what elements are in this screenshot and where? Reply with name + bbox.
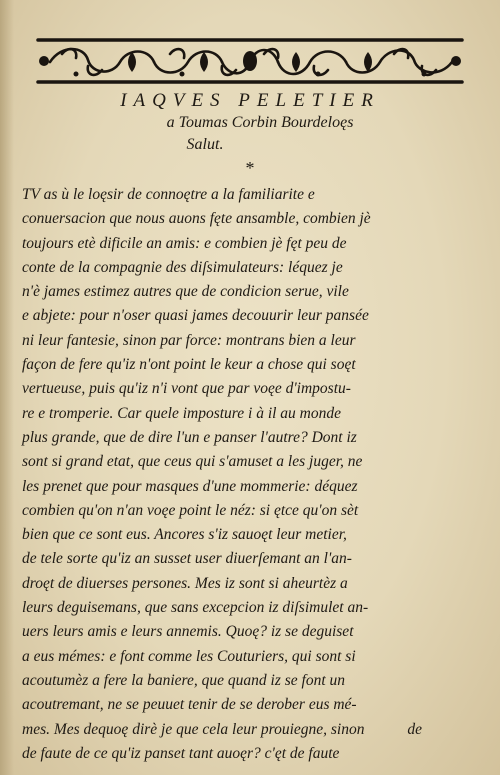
catchword: de xyxy=(407,721,422,738)
text-line: les prenet que pour masques d'une mommerie: déquez xyxy=(22,477,358,495)
decorative-headpiece xyxy=(32,32,468,90)
text-line: ni leur fantesie, sinon par force: montrans bien a leur xyxy=(22,331,356,349)
addressee-line: a Toumas Corbin Bourdeloęs xyxy=(166,114,354,131)
asterisk-ornament: * xyxy=(245,158,255,178)
text-line: de tele sorte qu'iz an susset user diuerſemant an l'an- xyxy=(22,550,352,568)
text-line: plus grande, que de dire l'un e panser l'autre? Dont iz xyxy=(22,428,357,446)
text-line: de faute de ce qu'iz panset tant auoęr? c'ęt de faute xyxy=(22,744,340,762)
text-line: n'è james estimez autres que de condicion serue, vile xyxy=(22,283,349,301)
text-line: bien que ce sont eus. Ancores s'iz sauoęt leur metier, xyxy=(22,526,347,544)
text-line: a eus mémes: e font comme les Couturiers, qui sont si xyxy=(22,647,356,665)
text-line: combien qu'on n'an voęe point le néz: si ętce qu'on sèt xyxy=(22,501,359,519)
text-line: e abjete: pour n'oser quasi james decouurir leur pansée xyxy=(22,307,369,325)
text-line: leurs deguisemans, que sans excepcion iz diſsimulet an- xyxy=(22,599,369,617)
text-line: droęt de diuerses persones. Mes iz sont si aheurtèz a xyxy=(22,574,348,592)
text-line: re e tromperie. Car quele imposture i à il au monde xyxy=(22,404,341,422)
text-line: uers leurs amis e leurs annemis. Quoę? iz se deguiset xyxy=(22,623,354,641)
text-line: vertueuse, puis qu'iz n'i vont que par voęe d'impostu- xyxy=(22,380,351,398)
salutation-line: Salut. xyxy=(186,136,224,153)
text-line: sont si grand etat, que ceus qui s'amuset a les juger, ne xyxy=(22,453,363,471)
text-line: acoutumèz a fere la baniere, que quand iz se font un xyxy=(22,671,346,689)
author-heading: IAQVES PELETIER xyxy=(120,90,380,111)
text-line: mes. Mes dequoę dirè je que cela leur prouiegne, sinon xyxy=(22,720,365,738)
body-text xyxy=(22,183,426,766)
text-line: façon de fere qu'iz n'ont point le keur a chose qui soęt xyxy=(22,356,356,374)
text-line: conuersacion que nous auons fęte ansamble, combien jè xyxy=(22,210,371,228)
text-line: TV as ù le loęsir de connoętre a la familiarite e xyxy=(22,186,315,203)
text-line: acoutremant, ne se peuuet tenir de se derober eus mé- xyxy=(22,696,357,714)
text-line: toujours etè dificile an amis: e combien jè fęt peu de xyxy=(22,234,347,252)
text-line: conte de la compagnie des diſsimulateurs: léquez je xyxy=(22,258,343,276)
